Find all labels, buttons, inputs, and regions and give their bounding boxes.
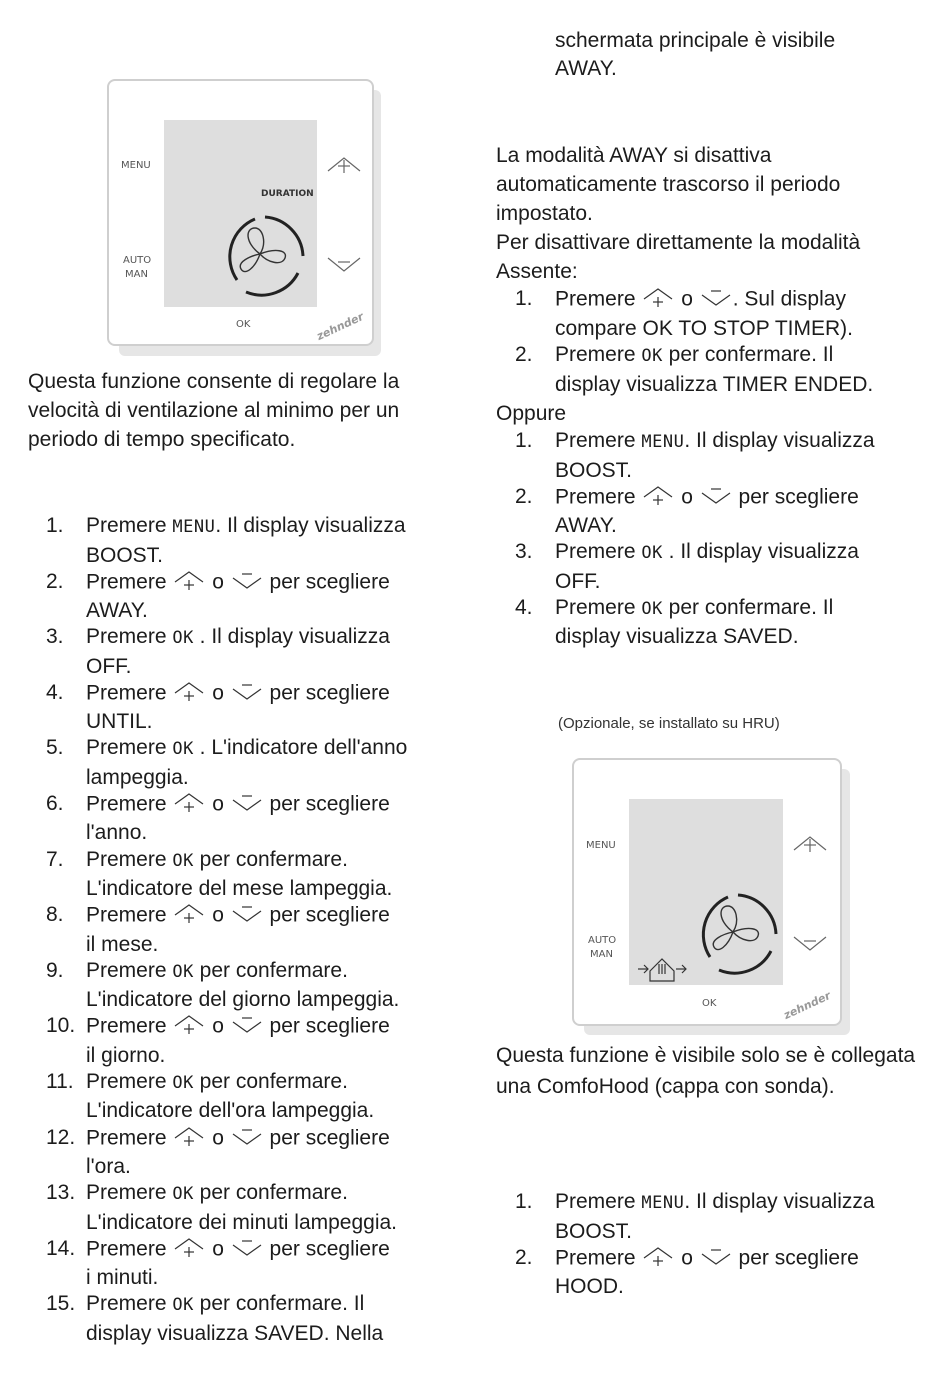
- step-line-2: compare OK TO STOP TIMER).: [555, 316, 853, 340]
- down-minus-icon: [699, 483, 733, 513]
- step-or: o: [206, 681, 230, 705]
- step-text: [46, 734, 466, 791]
- step-text: [46, 1124, 466, 1181]
- step-pre: Premere: [555, 287, 642, 311]
- up-plus-icon: [172, 901, 206, 931]
- step-text: [515, 1188, 935, 1245]
- step-item: [46, 790, 466, 846]
- step-number: 2.: [515, 1245, 533, 1269]
- step-pre: Premere: [555, 343, 642, 366]
- continuation-line-2: AWAY.: [555, 56, 617, 80]
- brand-logo: zehnder: [314, 309, 366, 344]
- step-text: [515, 341, 935, 398]
- step-line-2: i minuti.: [86, 1266, 159, 1290]
- step-line-2: il giorno.: [86, 1043, 166, 1067]
- away-auto-text: La modalità AWAY si disattiva automaticamente trascorso il periodo impostato.: [496, 144, 841, 225]
- continuation-line-1: schermata principale è visibile: [555, 29, 836, 52]
- step-line-1: [86, 512, 466, 542]
- step-line-2: OFF.: [555, 569, 601, 593]
- ok-key: OK: [641, 598, 663, 619]
- step-text: [515, 538, 935, 595]
- step-line-2: BOOST.: [86, 543, 164, 567]
- step-or: o: [206, 792, 230, 816]
- step-item: [46, 512, 466, 568]
- step-post: per confermare. Il: [662, 343, 834, 366]
- step-line-2: OFF.: [86, 654, 132, 678]
- hood-step-list: [515, 1188, 935, 1299]
- step-line-2: L'indicatore dell'ora lampeggia.: [86, 1099, 375, 1123]
- step-number: 10.: [46, 1014, 76, 1038]
- menu-label: MENU: [121, 160, 151, 171]
- step-text: [515, 427, 935, 484]
- step-item: [46, 1068, 466, 1124]
- ok-key: OK: [172, 628, 194, 649]
- step-post: . L'indicatore dell'anno: [193, 736, 408, 760]
- man-label-2: MAN: [590, 949, 613, 960]
- hood-intro: Questa funzione è visibile solo se è collegata una ComfoHood (cappa con sonda).: [496, 1044, 916, 1098]
- step-post: . Il display visualizza: [662, 540, 859, 563]
- step-text: [46, 1290, 466, 1347]
- up-plus-icon: [172, 1124, 206, 1154]
- step-post: per confermare. Il: [662, 595, 834, 619]
- screen-duration-text: DURATION: [261, 189, 314, 199]
- step-pre: Premere: [86, 1014, 173, 1038]
- step-text: [46, 1012, 466, 1069]
- down-minus-icon: [230, 901, 264, 931]
- thermostat-illustration-1: [105, 78, 385, 360]
- left-intro: Questa funzione consente di regolare la velocità di ventilazione al minimo per un periodo di tempo specificato.: [28, 370, 400, 451]
- step-post: per scegliere: [263, 903, 390, 927]
- down-minus-icon: [230, 1012, 264, 1042]
- step-text: [46, 901, 466, 958]
- left-step-list: [46, 512, 466, 1346]
- step-pre: Premere: [86, 847, 173, 871]
- step-text: [515, 483, 935, 540]
- ok-key: OK: [172, 1072, 194, 1093]
- step-pre: Premere: [86, 1237, 173, 1261]
- step-line-2: UNTIL.: [86, 710, 153, 734]
- step-post: . Il display visualizza: [684, 429, 875, 452]
- step-number: 1.: [515, 1190, 533, 1213]
- up-plus-icon: [172, 679, 206, 709]
- step-post: . Il display visualizza: [215, 514, 406, 537]
- step-number: 13.: [46, 1181, 76, 1205]
- step-number: 9.: [46, 958, 64, 982]
- step-pre: Premere: [86, 792, 173, 816]
- step-post: per confermare.: [193, 1069, 348, 1093]
- step-item: [515, 1188, 935, 1244]
- step-item: [46, 734, 466, 790]
- continuation-text: [555, 27, 935, 82]
- step-text: [46, 846, 466, 903]
- step-pre: Premere: [86, 736, 173, 760]
- step-number: 1.: [515, 287, 533, 310]
- step-post: per scegliere: [263, 569, 390, 593]
- step-line-1: [86, 1179, 466, 1209]
- menu-key: MENU: [641, 432, 685, 452]
- step-post: per scegliere: [263, 681, 390, 705]
- step-text: [46, 957, 466, 1014]
- step-line-2: BOOST.: [555, 1219, 633, 1243]
- step-number: 8.: [46, 903, 64, 927]
- step-post: per scegliere: [263, 1237, 390, 1261]
- oppure-label: Oppure: [496, 402, 567, 425]
- step-number: 4.: [515, 595, 533, 619]
- step-item: [46, 846, 466, 902]
- step-number: 6.: [46, 791, 64, 815]
- step-item: [515, 285, 935, 341]
- auto-label: AUTO: [123, 255, 152, 266]
- step-post: per confermare.: [193, 1181, 348, 1205]
- step-text: [515, 1244, 935, 1301]
- step-pre: Premere: [86, 625, 173, 649]
- step-text: [515, 285, 935, 342]
- step-line-2: display visualizza SAVED.: [555, 625, 799, 648]
- step-text: [46, 568, 466, 625]
- step-line-2: il mese.: [86, 932, 159, 956]
- step-line-2: l'anno.: [86, 821, 148, 845]
- down-minus-icon: [230, 1124, 264, 1154]
- step-text: [46, 1235, 466, 1292]
- step-number: 1.: [46, 514, 64, 537]
- step-pre: Premere: [86, 1292, 173, 1316]
- step-line-1: [86, 1124, 466, 1154]
- step-item: [46, 623, 466, 679]
- step-item: [46, 901, 466, 957]
- step-number: 3.: [515, 540, 533, 563]
- step-item: [46, 1124, 466, 1180]
- step-item: [46, 568, 466, 624]
- step-or: o: [206, 1237, 230, 1261]
- step-post: per scegliere: [263, 792, 390, 816]
- step-line-1: [86, 1235, 466, 1265]
- step-pre: Premere: [555, 1245, 642, 1269]
- step-pre: Premere: [555, 429, 642, 452]
- step-line-1: [555, 1244, 935, 1274]
- man-label: MAN: [125, 269, 148, 280]
- step-pre: Premere: [555, 1190, 642, 1213]
- step-or: o: [675, 287, 699, 311]
- step-text: [46, 623, 466, 680]
- step-or: o: [206, 903, 230, 927]
- step-line-1: [555, 594, 935, 624]
- step-pre: Premere: [555, 595, 642, 619]
- step-item: [515, 594, 935, 650]
- step-post: . Il display visualizza: [684, 1190, 875, 1213]
- step-line-2: BOOST.: [555, 458, 633, 482]
- step-or: o: [206, 569, 230, 593]
- menu-label-2: MENU: [586, 840, 616, 851]
- ok-key: OK: [172, 1295, 194, 1316]
- step-post: per confermare.: [193, 958, 348, 982]
- up-plus-icon: [641, 285, 675, 315]
- step-line-2: HOOD.: [555, 1275, 624, 1298]
- step-pre: Premere: [555, 484, 642, 508]
- step-item: [515, 427, 935, 483]
- down-minus-icon: [230, 679, 264, 709]
- up-plus-icon: [641, 483, 675, 513]
- step-line-2: L'indicatore del mese lampeggia.: [86, 877, 393, 901]
- menu-key: MENU: [172, 517, 216, 537]
- step-number: 11.: [46, 1069, 74, 1093]
- step-post: per confermare.: [193, 847, 348, 871]
- step-line-2: l'ora.: [86, 1155, 131, 1179]
- step-item: [46, 957, 466, 1013]
- ok-key: OK: [641, 543, 663, 563]
- step-item: [46, 1290, 466, 1346]
- step-line-1: [86, 1290, 466, 1320]
- step-line-2: display visualizza TIMER ENDED.: [555, 372, 874, 396]
- step-post: per scegliere: [732, 484, 859, 508]
- step-text: [46, 512, 466, 569]
- optional-caption: (Opzionale, se installato su HRU): [558, 715, 780, 732]
- step-pre: Premere: [86, 681, 173, 705]
- step-post: per scegliere: [732, 1245, 859, 1269]
- step-or: o: [675, 1245, 699, 1269]
- step-line-2: lampeggia.: [86, 765, 189, 789]
- step-text: [46, 1179, 466, 1236]
- alt-step-list: [515, 427, 935, 649]
- step-line-1: [86, 623, 466, 653]
- step-line-1: [86, 790, 466, 820]
- step-item: [515, 538, 935, 594]
- step-line-2: L'indicatore dei minuti lampeggia.: [86, 1210, 398, 1234]
- step-pre: Premere: [86, 1125, 173, 1149]
- step-number: 15.: [46, 1292, 76, 1316]
- step-number: 2.: [515, 343, 533, 366]
- ok-key: OK: [641, 346, 663, 366]
- step-item: [46, 679, 466, 735]
- step-line-1: [86, 734, 466, 764]
- ok-key: OK: [172, 739, 194, 760]
- step-line-1: [555, 1188, 935, 1218]
- step-number: 2.: [515, 484, 533, 508]
- step-line-2: display visualizza SAVED. Nella: [86, 1321, 384, 1345]
- step-item: [515, 1244, 935, 1300]
- step-line-1: [86, 846, 466, 876]
- step-or: o: [206, 1014, 230, 1038]
- step-pre: Premere: [86, 1069, 173, 1093]
- step-post: per scegliere: [263, 1125, 390, 1149]
- step-number: 3.: [46, 625, 64, 649]
- step-item: [46, 1179, 466, 1235]
- step-line-1: [86, 1012, 466, 1042]
- step-line-1: [86, 901, 466, 931]
- thermostat-illustration-2: [570, 757, 854, 1037]
- away-disable-text: Per disattivare direttamente la modalità Assente:: [496, 231, 861, 283]
- step-pre: Premere: [86, 1181, 173, 1205]
- step-pre: Premere: [86, 569, 173, 593]
- step-item: [515, 341, 935, 397]
- down-minus-icon: [230, 1235, 264, 1265]
- up-plus-icon: [172, 568, 206, 598]
- step-line-2: AWAY.: [86, 599, 148, 623]
- step-line-1: [86, 568, 466, 598]
- auto-label-2: AUTO: [588, 935, 617, 946]
- step-line-1: [555, 538, 935, 568]
- step-line-1: [86, 679, 466, 709]
- step-line-1: [555, 285, 935, 315]
- step-line-2: AWAY.: [555, 514, 617, 537]
- up-plus-icon: [172, 1235, 206, 1265]
- step-post: per scegliere: [263, 1014, 390, 1038]
- step-line-1: [86, 1068, 466, 1098]
- step-item: [46, 1235, 466, 1291]
- step-number: 14.: [46, 1236, 76, 1260]
- step-line-2: L'indicatore del giorno lampeggia.: [86, 988, 400, 1012]
- up-plus-icon: [641, 1244, 675, 1274]
- step-pre: Premere: [86, 514, 173, 537]
- down-minus-icon: [699, 285, 733, 315]
- step-line-1: [555, 341, 935, 371]
- step-item: [46, 1012, 466, 1068]
- step-number: 1.: [515, 429, 533, 452]
- step-post: . Il display visualizza: [193, 625, 390, 649]
- step-number: 7.: [46, 847, 64, 871]
- step-text: [46, 679, 466, 736]
- up-plus-icon: [172, 790, 206, 820]
- step-text: [515, 594, 935, 651]
- step-number: 4.: [46, 680, 64, 704]
- ok-label-2: OK: [702, 998, 717, 1009]
- step-line-1: [86, 957, 466, 987]
- down-minus-icon: [699, 1244, 733, 1274]
- step-or: o: [206, 1125, 230, 1149]
- up-plus-icon: [172, 1012, 206, 1042]
- ok-label: OK: [236, 319, 251, 330]
- step-text: [46, 1068, 466, 1125]
- down-minus-icon: [230, 790, 264, 820]
- step-pre: Premere: [555, 540, 642, 563]
- step-pre: Premere: [86, 903, 173, 927]
- step-or: o: [675, 484, 699, 508]
- brand-logo-2: zehnder: [781, 988, 833, 1023]
- step-post: . Sul display: [732, 287, 846, 311]
- step-number: 5.: [46, 736, 64, 760]
- ok-key: OK: [172, 1184, 194, 1205]
- step-line-1: [555, 483, 935, 513]
- step-number: 12.: [46, 1125, 76, 1149]
- step-pre: Premere: [86, 958, 173, 982]
- stop-step-list: [515, 285, 935, 397]
- step-text: [46, 790, 466, 847]
- menu-key: MENU: [641, 1193, 685, 1213]
- down-minus-icon: [230, 568, 264, 598]
- ok-key: OK: [172, 850, 194, 871]
- step-item: [515, 483, 935, 539]
- step-line-1: [555, 427, 935, 457]
- step-number: 2.: [46, 569, 64, 593]
- step-post: per confermare. Il: [193, 1292, 365, 1316]
- ok-key: OK: [172, 961, 194, 982]
